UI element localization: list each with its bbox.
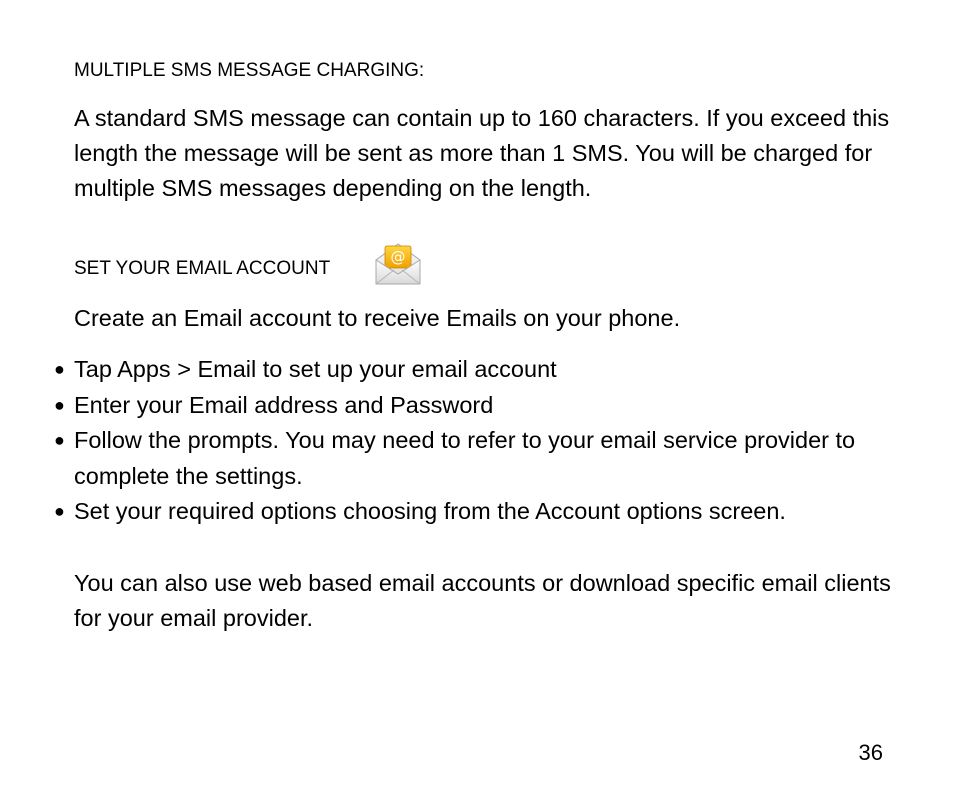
bullet-icon: ●	[54, 394, 65, 415]
bullet-icon: ●	[54, 501, 65, 521]
list-item: ● Tap Apps > Email to set up your email account	[54, 352, 934, 388]
bullet-icon: ●	[54, 359, 65, 379]
page-number: 36	[858, 740, 883, 765]
bullet-icon: ●	[54, 430, 65, 450]
email-setup-steps	[54, 352, 934, 530]
email-closing-note: You can also use web based email accounts or download specific email clients for your email provider.	[74, 570, 891, 631]
sms-charging-body: A standard SMS message can contain up to 160 characters. If you exceed this length the message will be sent as more than 1 SMS. You will be charged for multiple SMS messages depending on the length.	[74, 105, 890, 201]
list-item: ● Enter your Email address and Password	[54, 388, 934, 424]
svg-text:@: @	[390, 248, 406, 266]
sms-charging-heading: MULTIPLE SMS MESSAGE CHARGING:	[74, 60, 425, 81]
list-item: ● Follow the prompts. You may need to refer to your email service provider to complete the settings.	[54, 423, 934, 494]
email-account-heading: SET YOUR EMAIL ACCOUNT	[74, 258, 331, 279]
email-app-icon	[374, 240, 422, 288]
email-account-intro: Create an Email account to receive Emails on your phone.	[74, 305, 681, 331]
list-item: ● Set your required options choosing from the Account options screen.	[54, 494, 934, 530]
